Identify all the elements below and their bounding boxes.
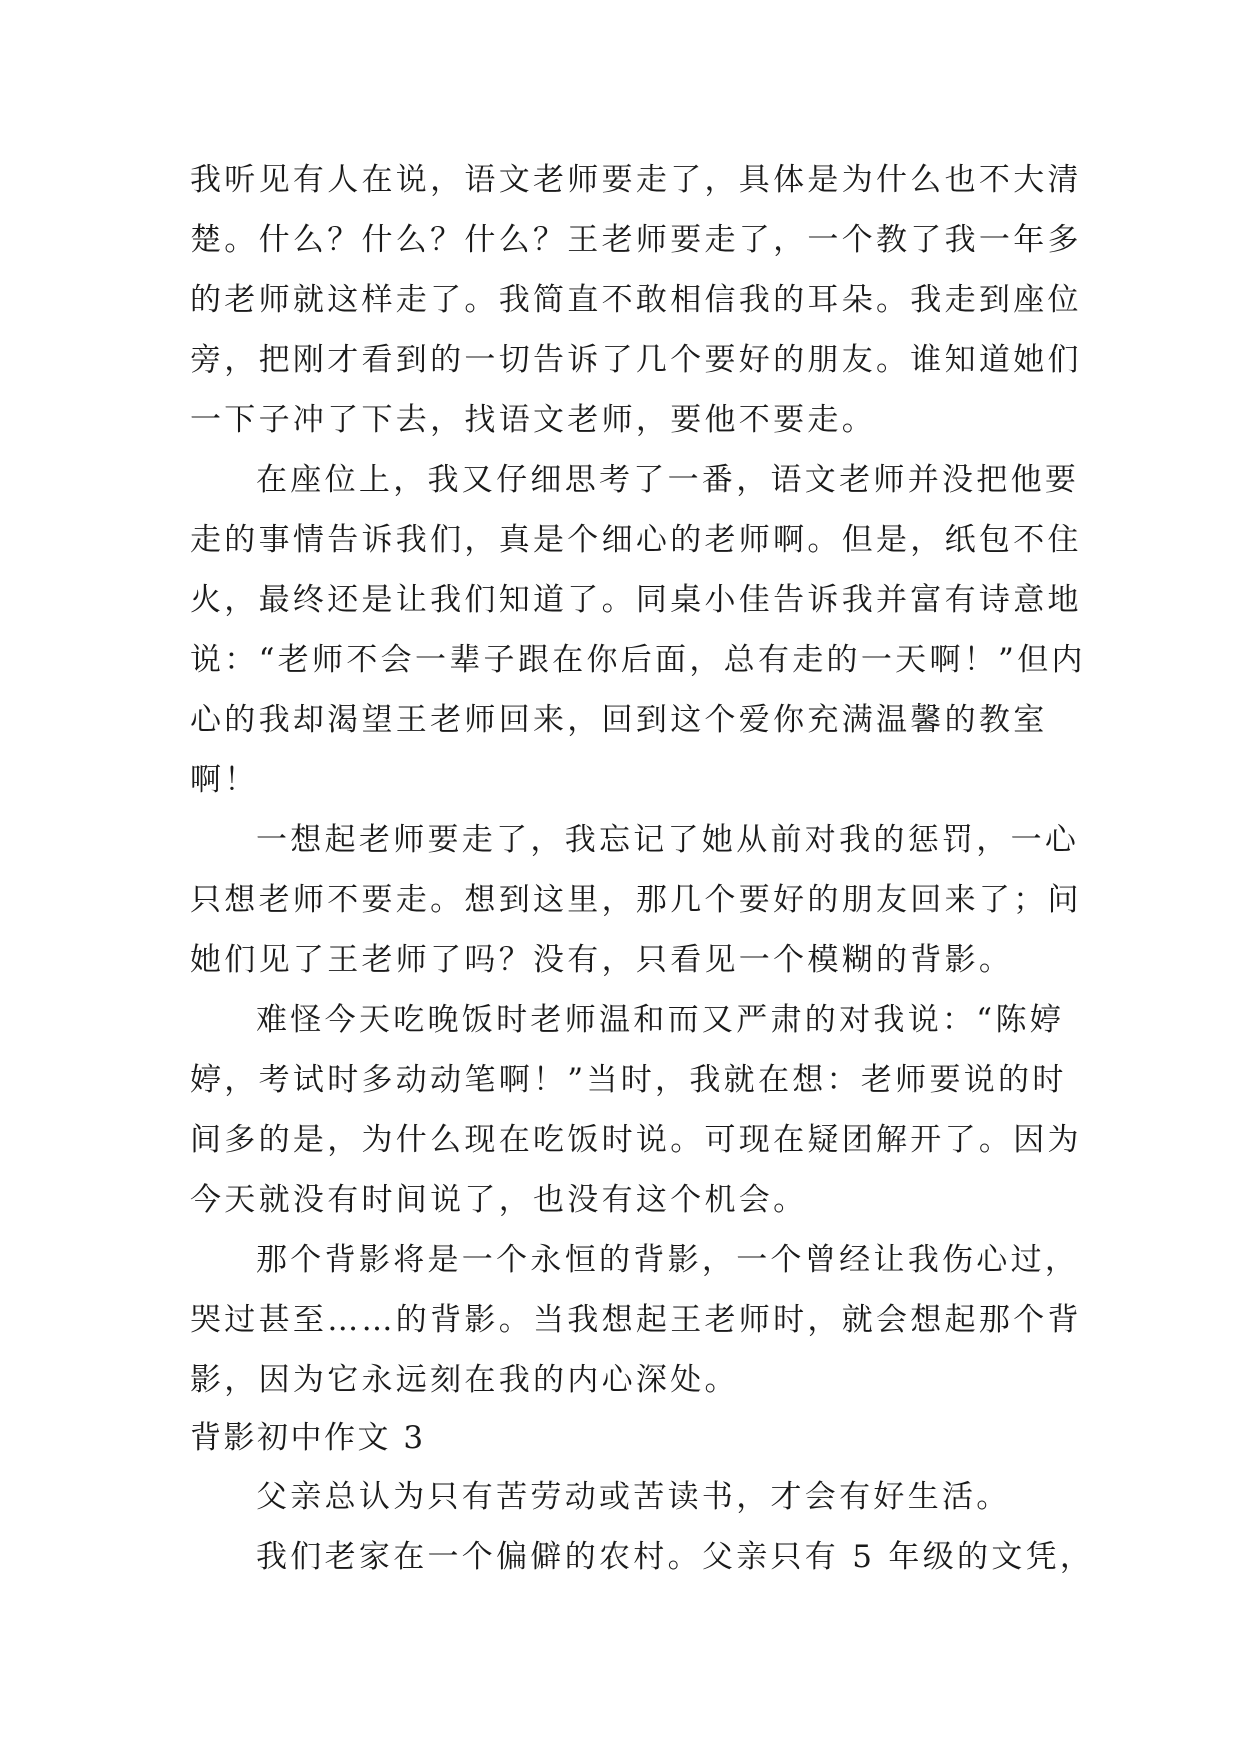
text-line: 我听见有人在说，语文老师要走了，具体是为什么也不大清 <box>190 162 1082 198</box>
text-line: 走的事情告诉我们，真是个细心的老师啊。但是，纸包不住 <box>190 522 1082 558</box>
text-line: 间多的是，为什么现在吃饭时说。可现在疑团解开了。因为 <box>190 1122 1082 1158</box>
paragraph-first-line: 在座位上，我又仔细思考了一番，语文老师并没把他要 <box>256 462 1080 498</box>
paragraph-first-line: 一想起老师要走了，我忘记了她从前对我的惩罚，一心 <box>256 822 1080 858</box>
text-line: 火，最终还是让我们知道了。同桌小佳告诉我并富有诗意地 <box>190 582 1082 618</box>
text-line: 只想老师不要走。想到这里，那几个要好的朋友回来了；问 <box>190 882 1082 918</box>
text-line: 一下子冲了下去，找语文老师，要他不要走。 <box>190 402 876 438</box>
text-line: 婷，考试时多动动笔啊！”当时，我就在想：老师要说的时 <box>190 1062 1067 1098</box>
text-line: 说：“老师不会一辈子跟在你后面，总有走的一天啊！”但内 <box>190 642 1086 678</box>
paragraph-first-line: 父亲总认为只有苦劳动或苦读书，才会有好生活。 <box>256 1479 1011 1515</box>
text-line: 今天就没有时间说了，也没有这个机会。 <box>190 1182 808 1218</box>
text-line: 楚。什么？什么？什么？王老师要走了，一个教了我一年多 <box>190 222 1082 258</box>
text-line: 她们见了王老师了吗？没有，只看见一个模糊的背影。 <box>190 942 1014 978</box>
section-heading: 背影初中作文 3 <box>190 1420 426 1456</box>
text-line: 旁，把刚才看到的一切告诉了几个要好的朋友。谁知道她们 <box>190 342 1082 378</box>
text-line: 心的我却渴望王老师回来，回到这个爱你充满温馨的教室 <box>190 702 1048 738</box>
text-line: 影，因为它永远刻在我的内心深处。 <box>190 1362 739 1398</box>
document-body <box>190 150 1095 1587</box>
paragraph-first-line: 难怪今天吃晚饭时老师温和而又严肃的对我说：“陈婷 <box>256 1002 1065 1038</box>
paragraph-first-line: 那个背影将是一个永恒的背影，一个曾经让我伤心过， <box>256 1242 1080 1278</box>
text-line: 哭过甚至……的背影。当我想起王老师时，就会想起那个背 <box>190 1302 1082 1338</box>
text-line: 啊！ <box>190 762 259 798</box>
paragraph-first-line: 我们老家在一个偏僻的农村。父亲只有 5 年级的文凭， <box>256 1539 1095 1575</box>
text-line: 的老师就这样走了。我简直不敢相信我的耳朵。我走到座位 <box>190 282 1082 318</box>
